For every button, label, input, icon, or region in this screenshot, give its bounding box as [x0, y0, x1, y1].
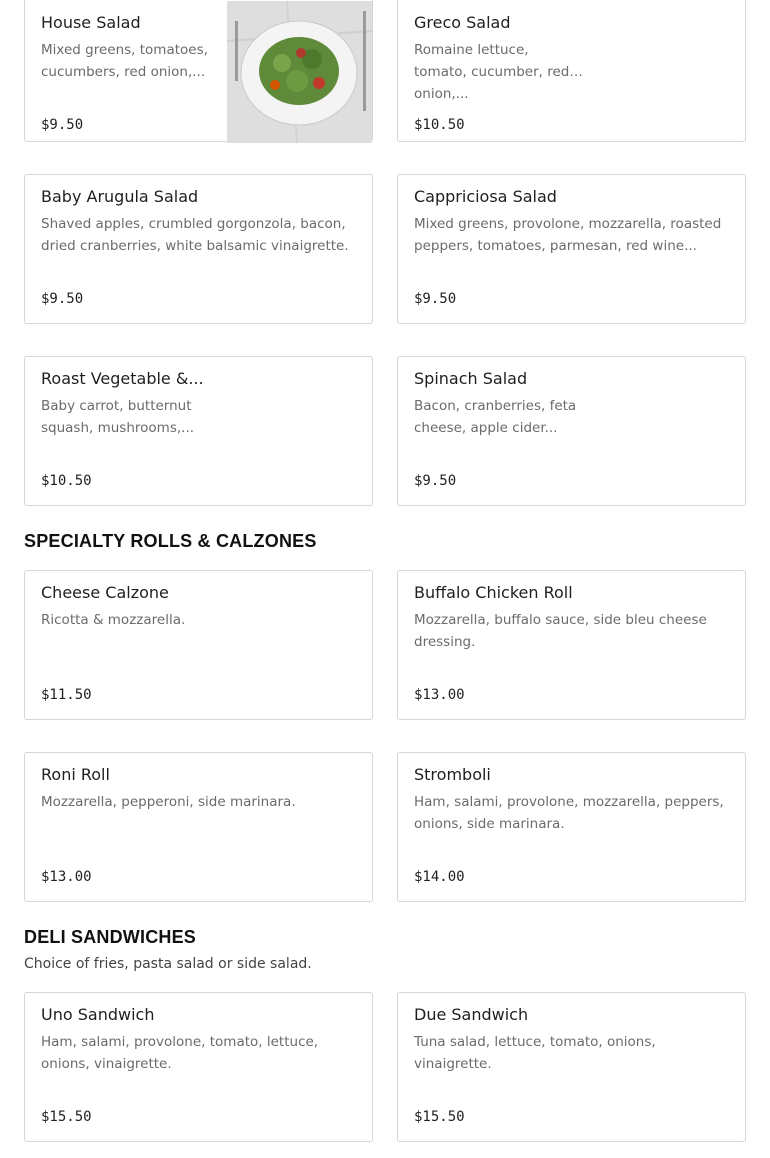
item-description: Romaine lettuce, tomato, cucumber, red onion,...: [414, 42, 570, 102]
item-price: $11.50: [41, 687, 92, 703]
menu-item-card[interactable]: [397, 174, 746, 324]
item-description: Mozzarella, buffalo sauce, side bleu cheese dressing.: [414, 612, 707, 650]
menu-item-card[interactable]: [397, 752, 746, 902]
menu-item-card[interactable]: [397, 0, 746, 142]
item-title: Baby Arugula Salad: [41, 187, 199, 206]
menu-item-card[interactable]: [24, 174, 373, 324]
item-title: Cappriciosa Salad: [414, 187, 557, 206]
item-title: Uno Sandwich: [41, 1005, 155, 1024]
item-price: $10.50: [41, 473, 92, 489]
item-description: Mixed greens, tomatoes, cucumbers, red onion,...: [41, 42, 208, 80]
item-description: Ham, salami, provolone, mozzarella, peppers, onions, side marinara.: [414, 794, 724, 832]
menu-item-card[interactable]: [24, 356, 373, 506]
item-title: Stromboli: [414, 765, 491, 784]
menu-item-card[interactable]: [24, 0, 373, 142]
item-price: $13.00: [41, 869, 92, 885]
item-price: $9.50: [414, 291, 457, 307]
section-heading: DELI SANDWICHES: [24, 927, 197, 947]
item-price: $9.50: [41, 117, 84, 133]
item-title: Roast Vegetable &...: [41, 369, 204, 388]
item-title: Buffalo Chicken Roll: [414, 583, 573, 602]
item-price: $14.00: [414, 869, 465, 885]
item-title: House Salad: [41, 13, 141, 32]
item-description: Baby carrot, butternut squash, mushrooms,...: [41, 398, 195, 436]
salad-image-icon: [227, 1, 372, 143]
item-description: Bacon, cranberries, feta cheese, apple cider...: [414, 398, 577, 436]
menu-item-card[interactable]: [397, 992, 746, 1142]
item-title: Spinach Salad: [414, 369, 528, 388]
item-description: Shaved apples, crumbled gorgonzola, bacon, dried cranberries, white balsamic vinaigrette.: [41, 216, 349, 254]
item-description: Ham, salami, provolone, tomato, lettuce, onions, vinaigrette.: [41, 1034, 319, 1072]
item-price: $10.50: [414, 117, 465, 133]
item-price: $9.50: [41, 291, 84, 307]
item-price: $13.00: [414, 687, 465, 703]
item-description: Mixed greens, provolone, mozzarella, roasted peppers, tomatoes, parmesan, red wine...: [414, 216, 722, 254]
item-title: Due Sandwich: [414, 1005, 529, 1024]
menu-item-card[interactable]: [397, 356, 746, 506]
item-title: Roni Roll: [41, 765, 110, 784]
item-description: Tuna salad, lettuce, tomato, onions, vinaigrette.: [414, 1034, 656, 1072]
item-title: Greco Salad: [414, 13, 511, 32]
menu-item-card[interactable]: [24, 992, 373, 1142]
menu-item-card[interactable]: [397, 570, 746, 720]
salad-photo: [227, 1, 372, 143]
menu-item-card[interactable]: [24, 752, 373, 902]
section-heading: SPECIALTY ROLLS & CALZONES: [24, 531, 317, 551]
item-description: Mozzarella, pepperoni, side marinara.: [41, 794, 296, 810]
item-price: $9.50: [414, 473, 457, 489]
item-price: $15.50: [41, 1109, 92, 1125]
item-title: Cheese Calzone: [41, 583, 169, 602]
item-description: Ricotta & mozzarella.: [41, 612, 186, 628]
section-note: Choice of fries, pasta salad or side salad.: [24, 956, 312, 972]
item-price: $15.50: [414, 1109, 465, 1125]
menu-item-card[interactable]: [24, 570, 373, 720]
